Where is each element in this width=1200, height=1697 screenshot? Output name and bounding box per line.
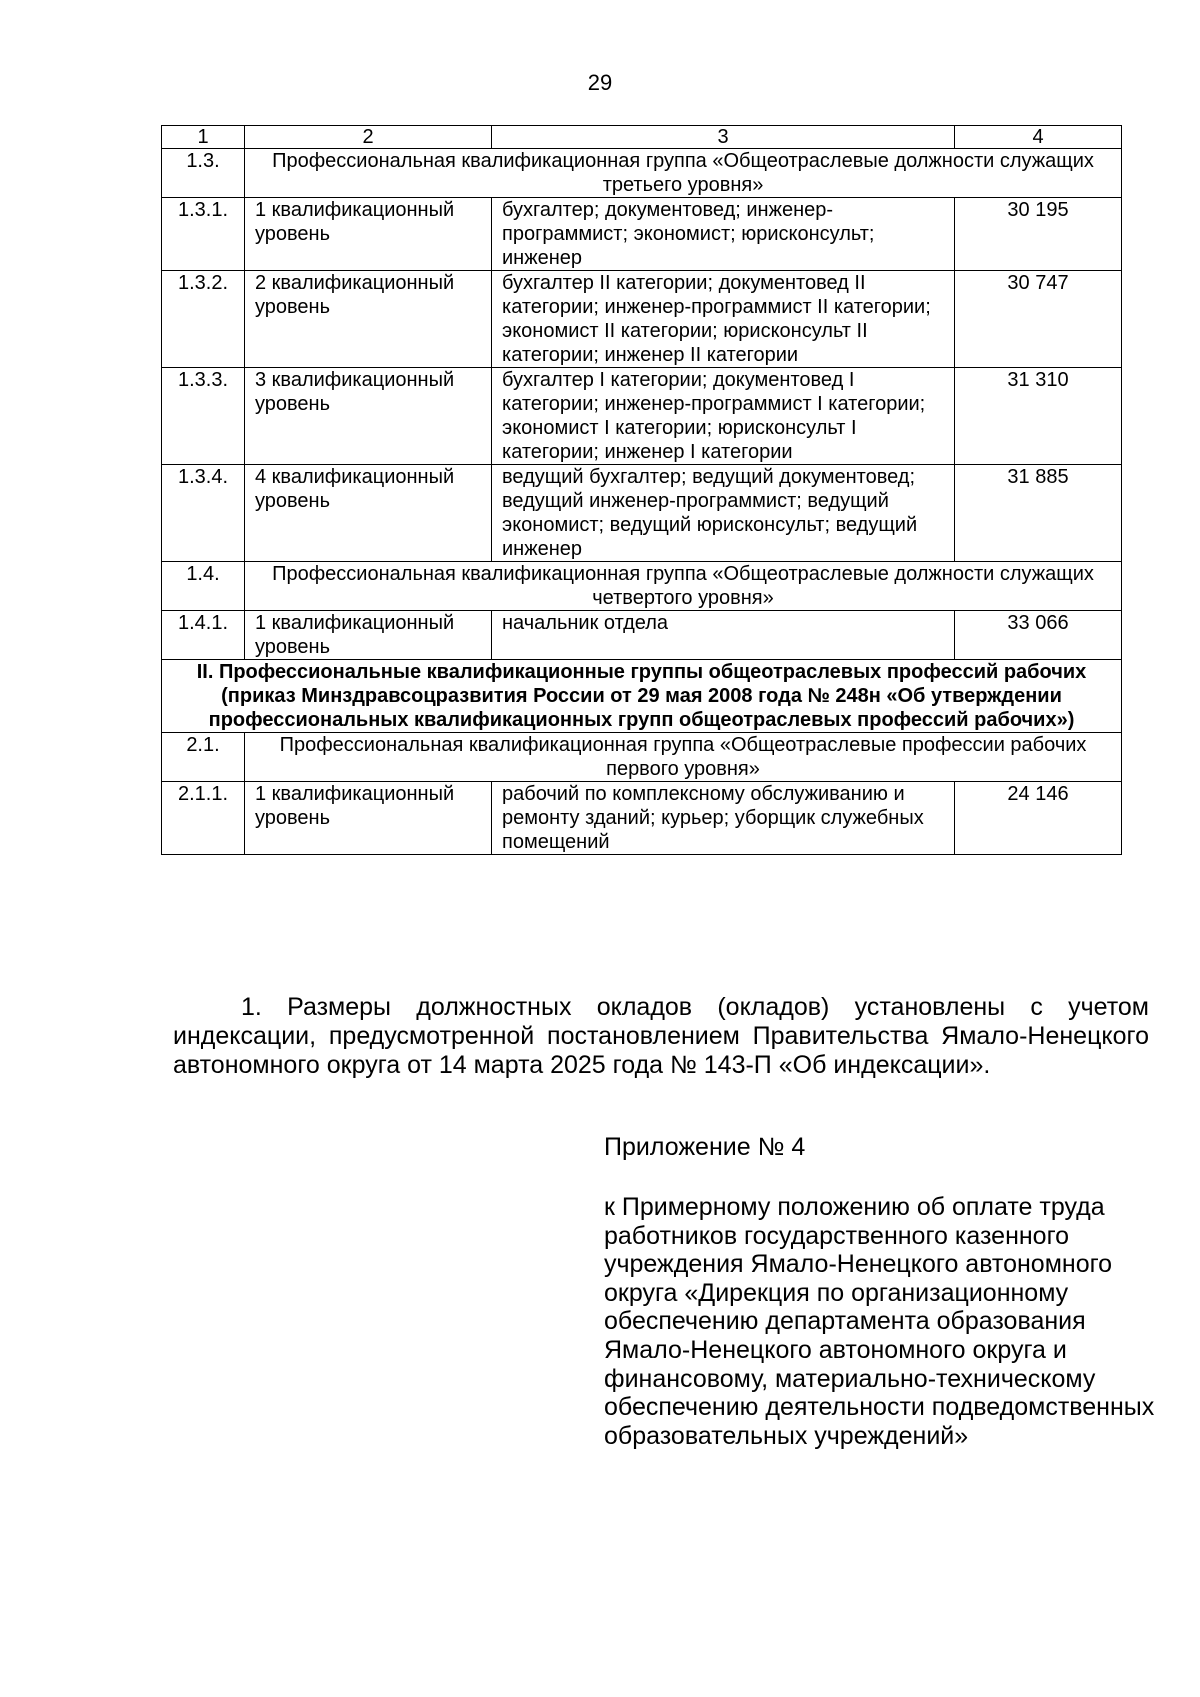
row-number: 1.3.4. <box>162 465 245 562</box>
row-number: 2.1.1. <box>162 782 245 855</box>
group-row <box>162 562 1122 611</box>
table-row <box>162 465 1122 562</box>
appendix-text: к Примерному положению об оплате труда работников государственного казенного учреждения Ямало-Ненецкого автономного округа «Дирекция по организационному обеспечению департамента образования Ямало-Ненецкого автономного округа и финансовому, материально-техническому обеспечению деятельности подведомственных образовательных учреждений» <box>604 1193 1155 1450</box>
positions-list: ведущий бухгалтер; ведущий документовед; ведущий инженер-программист; ведущий экономист; ведущий юрисконсульт; ведущий инженер <box>492 465 955 562</box>
row-number: 1.4.1. <box>162 611 245 660</box>
column-header-3: 3 <box>492 126 955 149</box>
table-row <box>162 782 1122 855</box>
salary-value: 31 885 <box>955 465 1122 562</box>
positions-list: бухгалтер I категории; документовед I категории; инженер-программист I категории; экономист I категории; юрисконсульт I категории; инженер I категории <box>492 368 955 465</box>
group-row <box>162 149 1122 198</box>
positions-list: рабочий по комплексному обслуживанию и ремонту зданий; курьер; уборщик служебных помещений <box>492 782 955 855</box>
qualification-level: 1 квалификационный уровень <box>245 611 492 660</box>
table-row <box>162 368 1122 465</box>
salary-value: 31 310 <box>955 368 1122 465</box>
table-row <box>162 271 1122 368</box>
qualification-level: 2 квалификационный уровень <box>245 271 492 368</box>
group-title: Профессиональная квалификационная группа «Общеотраслевые должности служащих четвертого уровня» <box>245 562 1122 611</box>
salary-value: 33 066 <box>955 611 1122 660</box>
table-header-row <box>162 126 1122 149</box>
salary-table <box>161 125 1122 855</box>
row-number: 1.3.1. <box>162 198 245 271</box>
column-header-2: 2 <box>245 126 492 149</box>
qualification-level: 1 квалификационный уровень <box>245 782 492 855</box>
group-title: Профессиональная квалификационная группа «Общеотраслевые профессии рабочих первого уровня» <box>245 733 1122 782</box>
column-header-1: 1 <box>162 126 245 149</box>
salary-value: 24 146 <box>955 782 1122 855</box>
group-number: 1.4. <box>162 562 245 611</box>
row-number: 1.3.3. <box>162 368 245 465</box>
row-number: 1.3.2. <box>162 271 245 368</box>
footnote: 1. Размеры должностных окладов (окладов) установлены с учетом индексации, предусмотренной постановлением Правительства Ямало-Ненецкого автономного округа от 14 марта 2025 года № 143-П «Об индексации». <box>173 993 1149 1079</box>
table-row <box>162 611 1122 660</box>
appendix-title: Приложение № 4 <box>604 1133 806 1161</box>
section-row <box>162 660 1122 733</box>
qualification-level: 3 квалификационный уровень <box>245 368 492 465</box>
qualification-level: 1 квалификационный уровень <box>245 198 492 271</box>
group-number: 1.3. <box>162 149 245 198</box>
positions-list: бухгалтер II категории; документовед II категории; инженер-программист II категории; экономист II категории; юрисконсульт II категории; инженер II категории <box>492 271 955 368</box>
positions-list: начальник отдела <box>492 611 955 660</box>
positions-list: бухгалтер; документовед; инженер-программист; экономист; юрисконсульт; инженер <box>492 198 955 271</box>
section-title: II. Профессиональные квалификационные группы общеотраслевых профессий рабочих (приказ Минздравсоцразвития России от 29 мая 2008 года № 248н «Об утверждении профессиональных квалификационных групп общеотраслевых профессий рабочих») <box>162 660 1122 733</box>
page-number: 29 <box>587 70 613 95</box>
salary-value: 30 195 <box>955 198 1122 271</box>
group-number: 2.1. <box>162 733 245 782</box>
column-header-4: 4 <box>955 126 1122 149</box>
group-row <box>162 733 1122 782</box>
table-row <box>162 198 1122 271</box>
salary-value: 30 747 <box>955 271 1122 368</box>
qualification-level: 4 квалификационный уровень <box>245 465 492 562</box>
group-title: Профессиональная квалификационная группа «Общеотраслевые должности служащих третьего уровня» <box>245 149 1122 198</box>
